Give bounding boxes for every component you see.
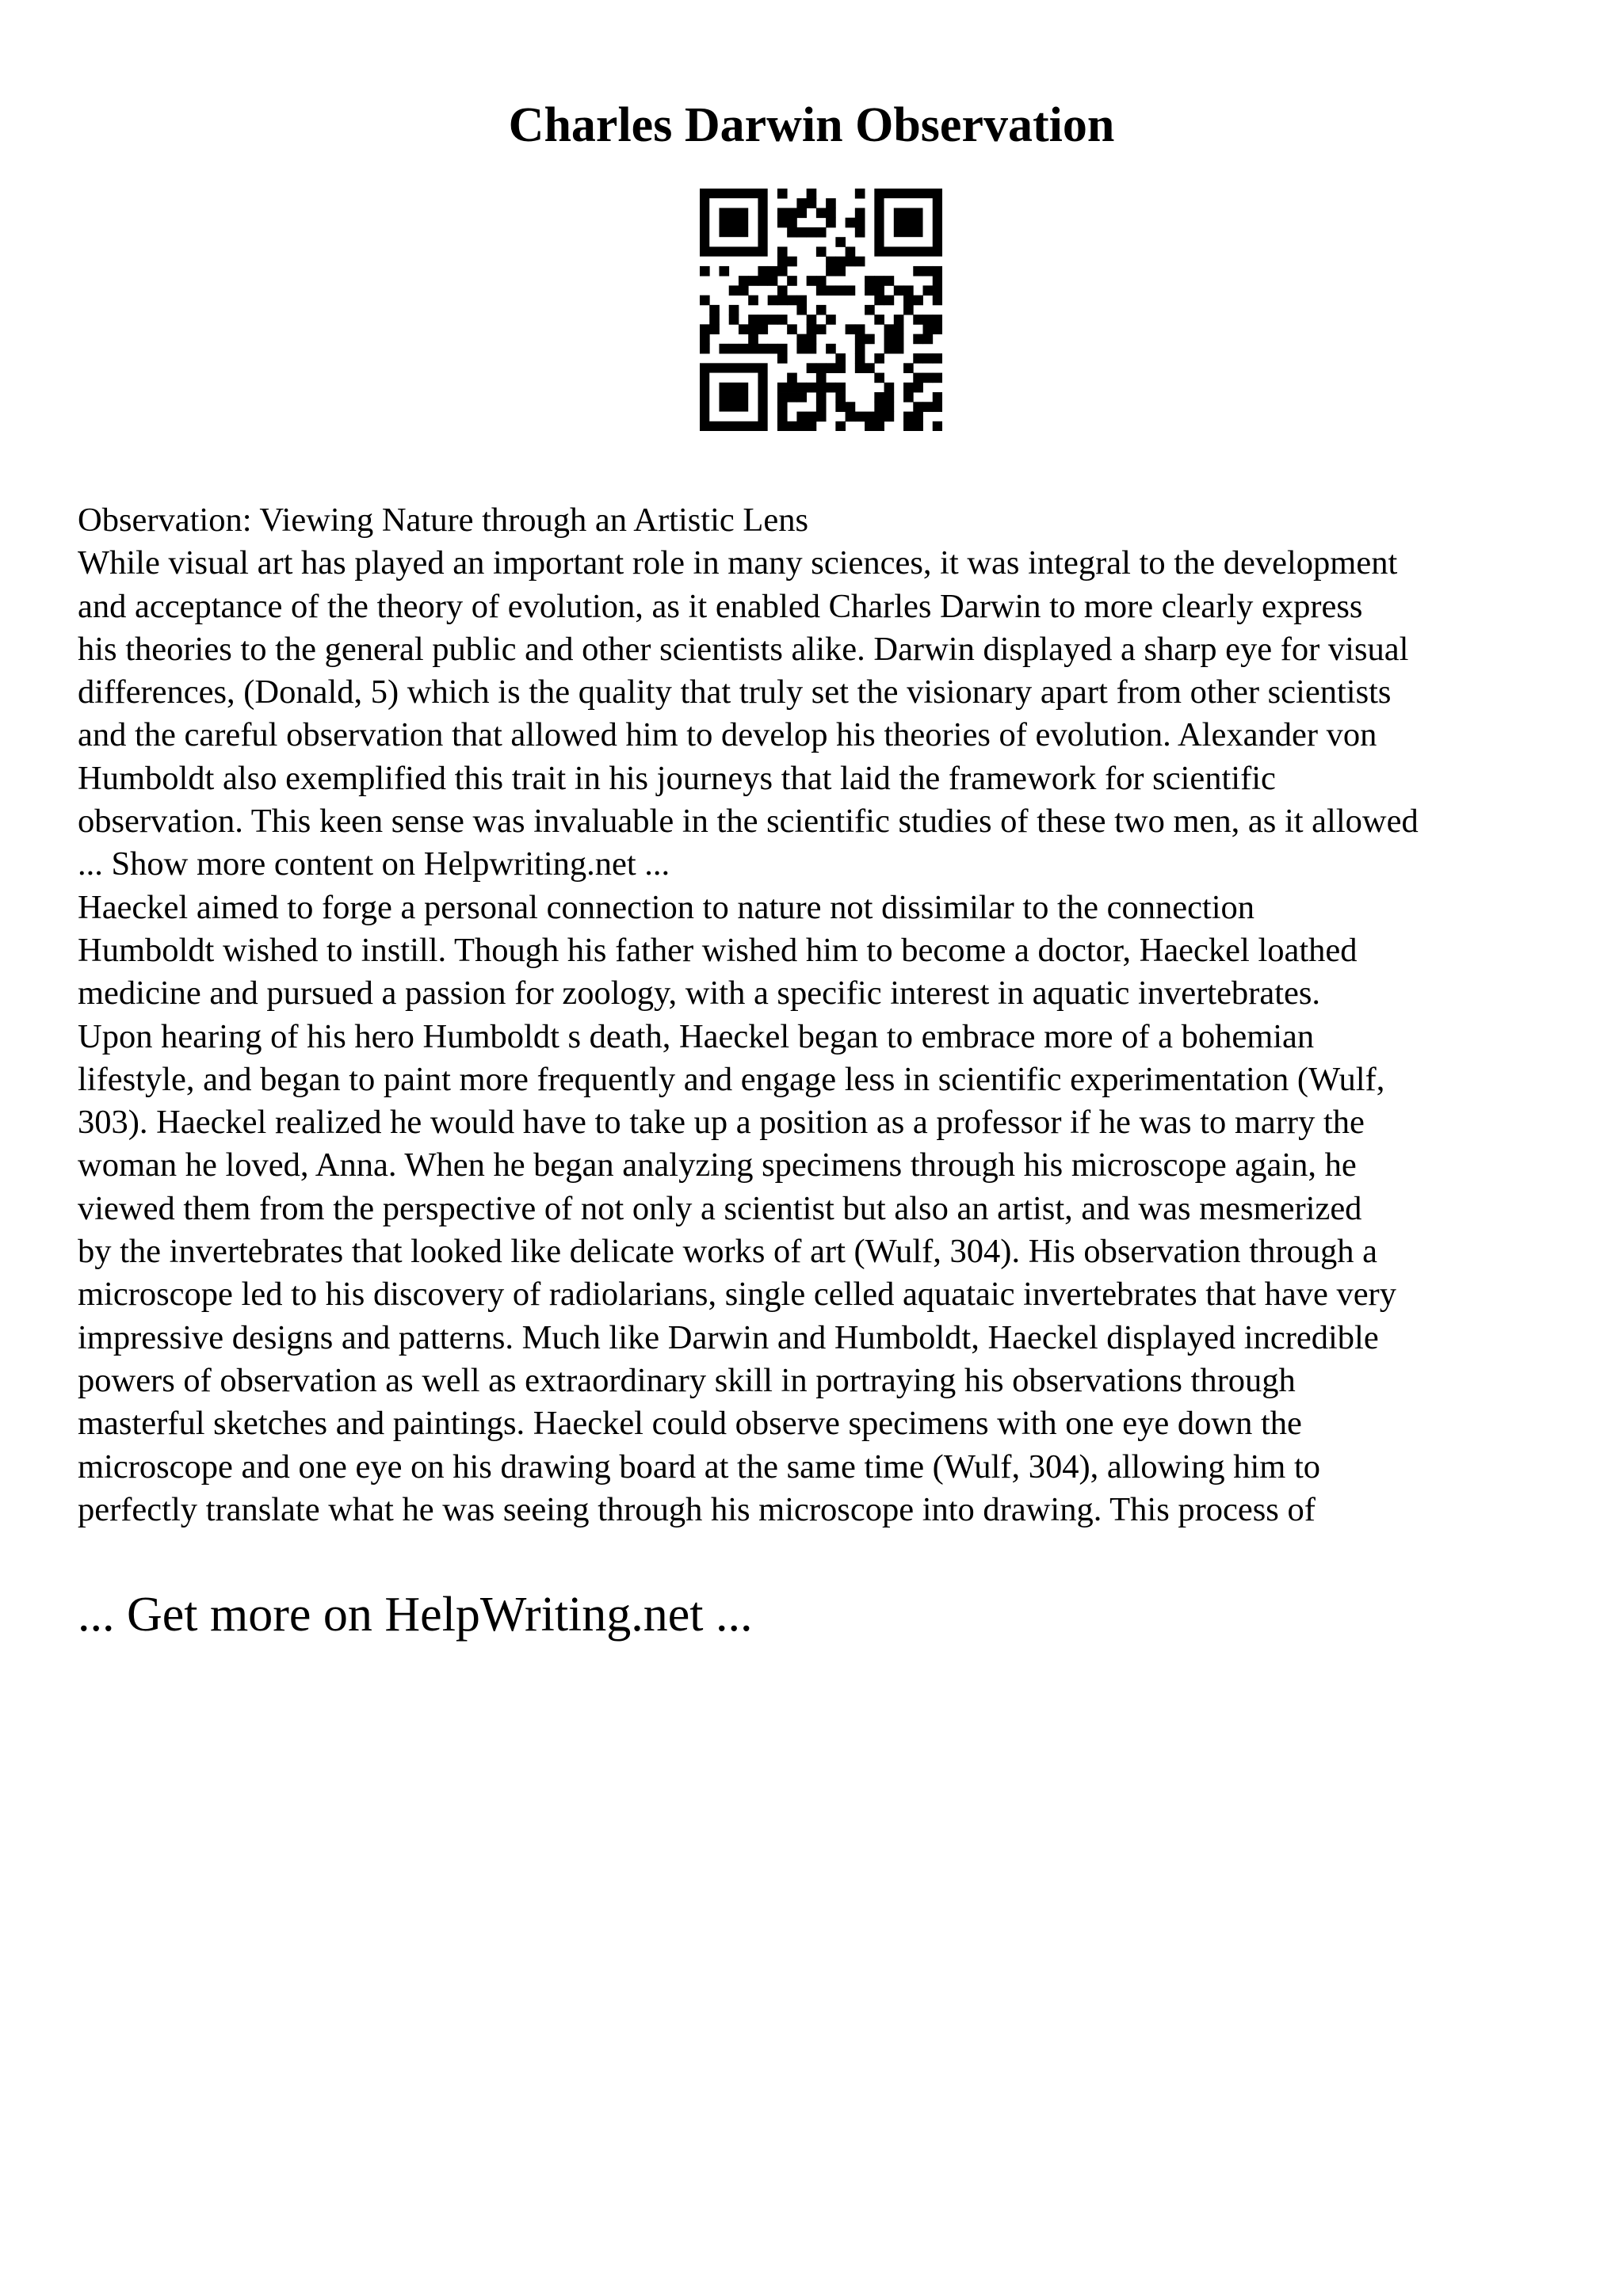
paragraph-line: Humboldt also exemplified this trait in his journeys that laid the framework for scientific xyxy=(78,759,1276,797)
qr-code-icon[interactable] xyxy=(700,189,942,431)
paragraph-line: differences, (Donald, 5) which is the quality that truly set the visionary apart from other scientists xyxy=(78,673,1392,711)
document-title: Charles Darwin Observation xyxy=(508,98,1115,152)
paragraph-line: medicine and pursued a passion for zoology, with a specific interest in aquatic invertebrates. xyxy=(78,974,1321,1013)
show-more-line[interactable]: ... Show more content on Helpwriting.net ... xyxy=(78,845,670,883)
paragraph-line: his theories to the general public and other scientists alike. Darwin displayed a sharp eye for visual xyxy=(78,630,1409,668)
paragraph-line: Humboldt wished to instill. Though his father wished him to become a doctor, Haeckel loathed xyxy=(78,931,1358,969)
paragraph-line: masterful sketches and paintings. Haeckel could observe specimens with one eye down the xyxy=(78,1405,1302,1443)
paragraph-line: impressive designs and patterns. Much like Darwin and Humboldt, Haeckel displayed incredible xyxy=(78,1318,1379,1356)
paragraph-line: perfectly translate what he was seeing through his microscope into drawing. This process of xyxy=(78,1490,1316,1528)
paragraph-line: lifestyle, and began to paint more frequently and engage less in scientific experimentation (Wulf, xyxy=(78,1060,1385,1098)
paragraph-line: powers of observation as well as extraordinary skill in portraying his observations through xyxy=(78,1361,1296,1399)
paragraph-line: While visual art has played an important role in many sciences, it was integral to the development xyxy=(78,544,1398,582)
paragraph-line: observation. This keen sense was invaluable in the scientific studies of these two men, as it allowed xyxy=(78,803,1419,841)
paragraph-line: and acceptance of the theory of evolution, as it enabled Charles Darwin to more clearly express xyxy=(78,587,1363,625)
document-body xyxy=(78,499,1568,1531)
heading-line: Observation: Viewing Nature through an Artistic Lens xyxy=(78,502,809,539)
paragraph-line: microscope and one eye on his drawing board at the same time (Wulf, 304), allowing him to xyxy=(78,1447,1321,1486)
paragraph-line: microscope led to his discovery of radiolarians, single celled aquataic invertebrates that have very xyxy=(78,1276,1396,1314)
paragraph-line: woman he loved, Anna. When he began analyzing specimens through his microscope again, he xyxy=(78,1146,1357,1184)
paragraph-line: viewed them from the perspective of not only a scientist but also an artist, and was mesmerized xyxy=(78,1189,1362,1227)
paragraph-line: and the careful observation that allowed him to develop his theories of evolution. Alexander von xyxy=(78,716,1377,754)
paragraph-line: Upon hearing of his hero Humboldt s death, Haeckel began to embrace more of a bohemian xyxy=(78,1017,1315,1055)
get-more-link[interactable]: ... Get more on HelpWriting.net ... xyxy=(78,1588,753,1642)
paragraph-line: by the invertebrates that looked like delicate works of art (Wulf, 304). His observation through a xyxy=(78,1233,1377,1271)
paragraph-line: Haeckel aimed to forge a personal connection to nature not dissimilar to the connection xyxy=(78,888,1255,926)
paragraph-line: 303). Haeckel realized he would have to take up a position as a professor if he was to marry the xyxy=(78,1104,1365,1142)
